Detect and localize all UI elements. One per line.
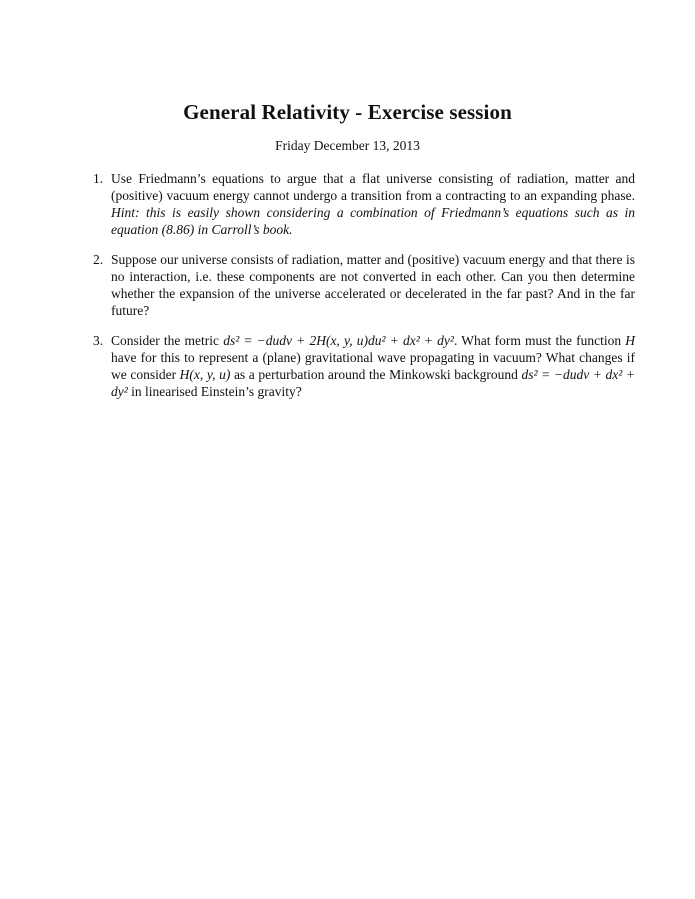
- exercise-number: 3.: [93, 333, 104, 348]
- exercise-hint: Hint: this is easily shown considering a combination of Friedmann’s equations such as in equation (8.86) in Carroll’s book.: [111, 205, 635, 237]
- background-metric-formula: ds² = −dudv + dx² + dy²: [111, 367, 635, 399]
- exercise-number: 1.: [93, 171, 104, 186]
- function-expression: H(x, y, u): [179, 367, 231, 382]
- exercise-text: have for this to represent a (plane) gravitational wave propagating in vacuum? What changes if we consider: [111, 350, 635, 382]
- exercise-text: Use Friedmann’s equations to argue that a flat universe consisting of radiation, matter and (positive) vacuum energy cannot undergo a transition from a contracting to an expanding phase.: [111, 171, 635, 203]
- exercise-item: [90, 332, 635, 400]
- metric-formula: ds² = −dudv + 2H(x, y, u)du² + dx² + dy²: [223, 333, 454, 348]
- exercise-item: [90, 251, 635, 319]
- function-symbol: H: [625, 333, 635, 348]
- exercise-text: Consider the metric: [111, 333, 220, 348]
- exercise-text: as a perturbation around the Minkowski background: [233, 367, 518, 382]
- exercise-text: in linearised Einstein’s gravity?: [131, 384, 302, 399]
- exercise-text: Suppose our universe consists of radiation, matter and (positive) vacuum energy and that there is no interaction, i.e. these components are not converted in each other. Can you then determine whether the expansion of the universe accelerated or decelerated in the far past? And in the far future?: [111, 252, 635, 318]
- exercise-text: . What form must the function: [453, 333, 622, 348]
- exercise-list: [90, 170, 635, 413]
- document-title: General Relativity - Exercise session: [183, 100, 512, 124]
- document-date: Friday December 13, 2013: [275, 138, 420, 153]
- exercise-item: [90, 170, 635, 238]
- exercise-number: 2.: [93, 252, 104, 267]
